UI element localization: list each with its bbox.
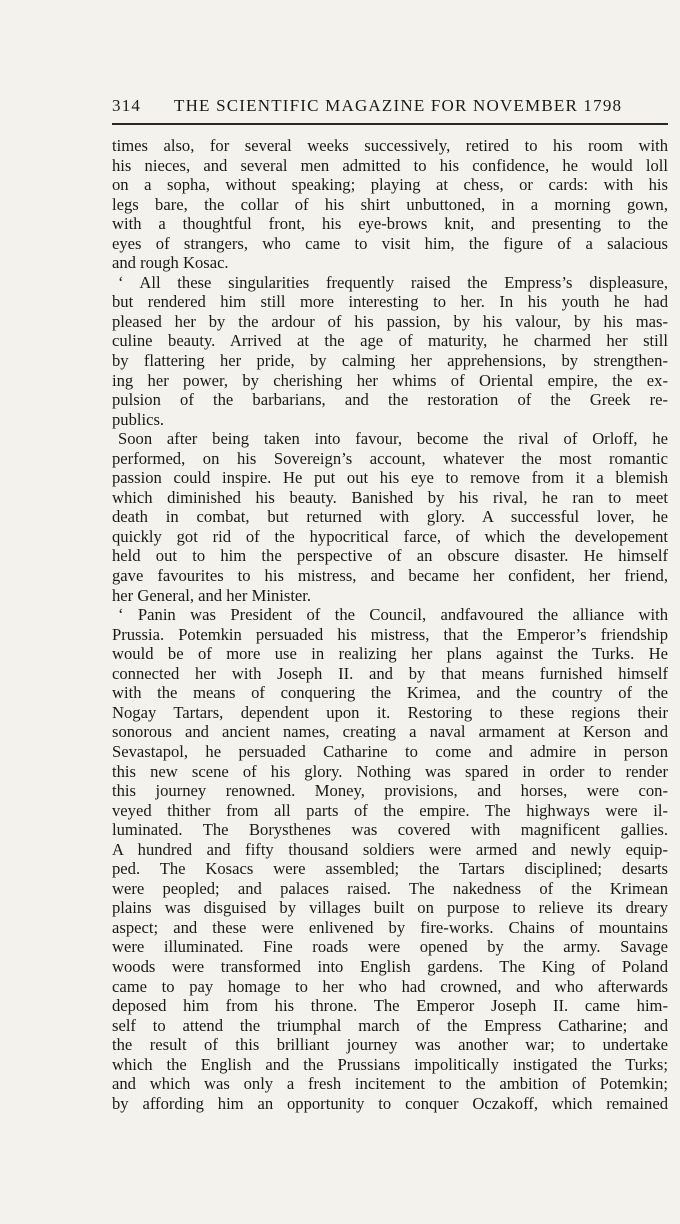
running-title: THE SCIENTIFIC MAGAZINE FOR NOVEMBER 1798	[174, 96, 623, 115]
text-line: this new scene of his glory. Nothing was spared in order to render	[112, 761, 668, 781]
text-line: ing her power, by cherishing her whims of Oriental empire, the ex-	[112, 370, 668, 390]
body-text	[112, 136, 668, 1113]
text-line: ‘ Panin was President of the Council, andfavoured the alliance with	[118, 605, 668, 625]
text-line: A hundred and fifty thousand soldiers were armed and newly equip-	[112, 839, 668, 859]
text-line: passion could inspire. He put out his eye to remove from it a blemish	[112, 468, 668, 488]
header-rule	[112, 123, 668, 125]
text-line: his nieces, and several men admitted to his confidence, he would loll	[112, 155, 668, 175]
text-line: culine beauty. Arrived at the age of maturity, he charmed her still	[112, 331, 668, 351]
text-line: deposed him from his throne. The Emperor Joseph II. came him-	[112, 996, 668, 1016]
text-line: would be of more use in realizing her plans against the Turks. He	[112, 644, 668, 664]
text-line: which diminished his beauty. Banished by his rival, he ran to meet	[112, 487, 668, 507]
text-line: on a sopha, without speaking; playing at chess, or cards: with his	[112, 175, 668, 195]
text-line: times also, for several weeks successively, retired to his room with	[112, 136, 668, 155]
text-line: sonorous and ancient names, creating a naval armament at Kerson and	[112, 722, 668, 742]
text-line: came to pay homage to her who had crowned, and who afterwards	[112, 976, 668, 996]
text-line: pulsion of the barbarians, and the restoration of the Greek re-	[112, 390, 668, 410]
text-line: pleased her by the ardour of his passion, by his valour, by his mas-	[112, 311, 668, 331]
text-line: quickly got rid of the hypocritical farce, of which the developement	[112, 526, 668, 546]
text-line: Prussia. Potemkin persuaded his mistress, that the Emperor’s friendship	[112, 624, 668, 644]
text-line: publics.	[112, 409, 165, 429]
text-line: were illuminated. Fine roads were opened by the army. Savage	[112, 937, 668, 957]
text-line: with a thoughtful front, his eye-brows knit, and presenting to the	[112, 214, 668, 234]
text-line: performed, on his Sovereign’s account, whatever the most romantic	[112, 448, 668, 468]
text-line: connected her with Joseph II. and by that means furnished himself	[112, 663, 668, 683]
text-line: and which was only a fresh incitement to the ambition of Potemkin;	[112, 1074, 668, 1094]
text-line: eyes of strangers, who came to visit him, the figure of a salacious	[112, 233, 668, 253]
text-line: aspect; and these were enlivened by fire-works. Chains of mountains	[112, 917, 668, 937]
text-line: gave favourites to his mistress, and became her confident, her friend,	[112, 566, 668, 586]
text-line: Nogay Tartars, dependent upon it. Restoring to these regions their	[112, 702, 668, 722]
text-line: death in combat, but returned with glory. A successful lover, he	[112, 507, 668, 527]
text-line: this journey renowned. Money, provisions, and horses, were con-	[112, 781, 668, 801]
text-line: by affording him an opportunity to conquer Oczakoff, which remained	[112, 1093, 668, 1113]
text-line: plains was disguised by villages built on purpose to relieve its dreary	[112, 898, 668, 918]
text-line: veyed thither from all parts of the empire. The highways were il-	[112, 800, 668, 820]
text-line: legs bare, the collar of his shirt unbuttoned, in a morning gown,	[112, 194, 668, 214]
text-line: the result of this brilliant journey was another war; to undertake	[112, 1035, 668, 1055]
text-line: luminated. The Borysthenes was covered with magnificent gallies.	[112, 820, 668, 840]
page-number: 314	[112, 96, 142, 115]
text-line: Sevastapol, he persuaded Catharine to come and admire in person	[112, 741, 668, 761]
text-line: Soon after being taken into favour, become the rival of Orloff, he	[118, 429, 668, 449]
text-line: but rendered him still more interesting to her. In his youth he had	[112, 292, 668, 312]
text-line: and rough Kosac.	[112, 253, 229, 273]
text-line: with the means of conquering the Krimea, and the country of the	[112, 683, 668, 703]
text-line: woods were transformed into English gardens. The King of Poland	[112, 956, 668, 976]
text-line: self to attend the triumphal march of the Empress Catharine; and	[112, 1015, 668, 1035]
text-line: by flattering her pride, by calming her apprehensions, by strengthen-	[112, 351, 668, 371]
text-line: ‘ All these singularities frequently raised the Empress’s displeasure,	[118, 272, 668, 292]
text-line: were peopled; and palaces raised. The nakedness of the Krimean	[112, 878, 668, 898]
text-line: her General, and her Minister.	[112, 585, 312, 605]
text-line: which the English and the Prussians impolitically instigated the Turks;	[112, 1054, 668, 1074]
running-header	[112, 96, 668, 118]
text-line: held out to him the perspective of an obscure disaster. He himself	[112, 546, 668, 566]
text-line: ped. The Kosacs were assembled; the Tartars disciplined; desarts	[112, 859, 668, 879]
